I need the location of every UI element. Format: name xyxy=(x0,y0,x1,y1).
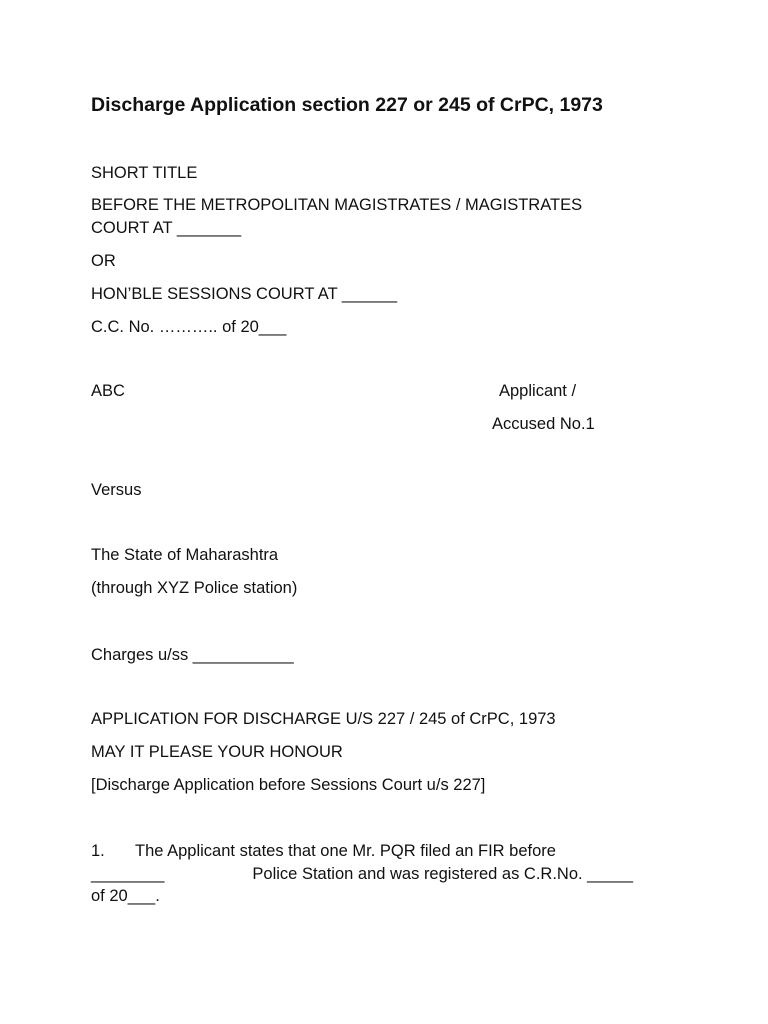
respondent-name: The State of Maharashtra xyxy=(91,546,279,564)
charges-line: Charges u/ss ___________ xyxy=(91,646,294,664)
bracket-note: [Discharge Application before Sessions Court u/s 227] xyxy=(91,776,486,794)
respondent-via: (through XYZ Police station) xyxy=(91,579,298,597)
short-title-label: SHORT TITLE xyxy=(91,164,198,182)
applicant-name: ABC xyxy=(91,382,125,400)
versus-label: Versus xyxy=(91,481,142,499)
paragraph-1-blank: ________ xyxy=(91,864,165,883)
paragraph-1-text-1: The Applicant states that one Mr. PQR filed an FIR before xyxy=(135,842,556,860)
applicant-role-line-1: Applicant / xyxy=(499,382,577,400)
sessions-court-line: HON’BLE SESSIONS COURT AT ______ xyxy=(91,285,397,303)
paragraph-1 xyxy=(91,840,671,908)
paragraph-1-line-2 xyxy=(91,863,671,886)
case-number-line: C.C. No. ……….. of 20___ xyxy=(91,318,287,336)
or-separator: OR xyxy=(91,252,116,270)
paragraph-1-text-2: Police Station and was registered as C.R.No. _____ xyxy=(252,864,634,883)
paragraph-1-number: 1. xyxy=(91,842,105,860)
applicant-role-line-2: Accused No.1 xyxy=(492,415,595,433)
paragraph-1-line-1 xyxy=(91,840,671,863)
paragraph-1-line-3: of 20___. xyxy=(91,887,160,905)
court-line-2: COURT AT _______ xyxy=(91,219,242,237)
court-line-1: BEFORE THE METROPOLITAN MAGISTRATES / MAGISTRATES xyxy=(91,196,583,214)
application-heading: APPLICATION FOR DISCHARGE U/S 227 / 245 of CrPC, 1973 xyxy=(91,710,556,728)
document-title: Discharge Application section 227 or 245 of CrPC, 1973 xyxy=(91,94,603,116)
salutation: MAY IT PLEASE YOUR HONOUR xyxy=(91,743,343,761)
